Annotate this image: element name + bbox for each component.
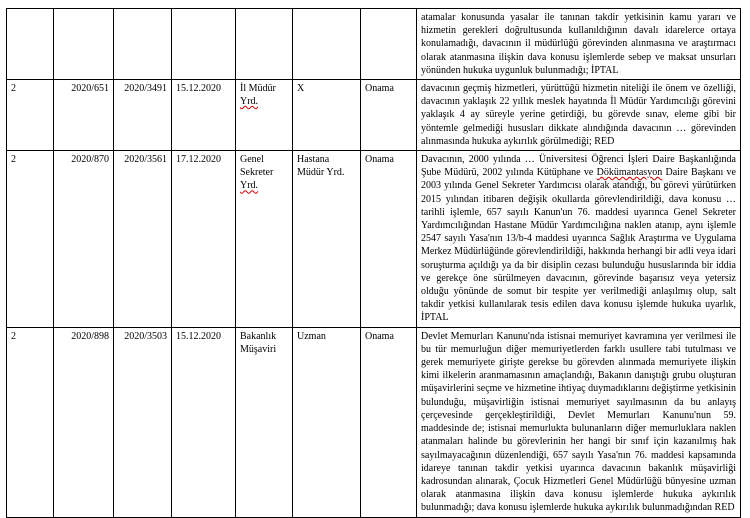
cell-karar: 2020/3503 xyxy=(114,327,172,517)
cell-tarih: 15.12.2020 xyxy=(172,327,236,517)
unvan-text: İl Müdür xyxy=(240,83,276,95)
cell-unvan xyxy=(236,9,293,80)
cell-sonuc: Onama xyxy=(361,80,417,151)
cell-sonuc xyxy=(361,9,417,80)
cell-sonuc: Onama xyxy=(361,327,417,517)
cell-esas: 2020/870 xyxy=(54,151,114,328)
cell-karar: 2020/3491 xyxy=(114,80,172,151)
gerekce-text: Davacının, 2000 yılında … Üniversitesi Öğrenci İşleri Daire Başkanlığında Şube Müdürü, 2002 yılında Kütüphane ve xyxy=(421,154,736,179)
cell-unvan xyxy=(236,80,293,151)
cell-karar: 2020/3561 xyxy=(114,151,172,328)
unvan-abbrev: Yrd. xyxy=(240,96,259,108)
gerekce-text: Daire Başkanı ve 2003 yılında Genel Sekreter Yardımcısı olarak atandığı, bu görevi yürütürken 2015 yılından itibaren değişik okullarda görevlendirildiği, dava konusu … tarihli işlemle, 657 sayılı Kanun'un 76. maddesi uyarınca Genel Sekreter Yardımcılığından Hastane Müdür Yardımcılığına naklen atanıp, aynı işlemle 2547 sayılı Yasa'nın 13/b-4 maddesi uyarınca Sağlık Araştırma ve Uygulama Merkez Müdürlüğünde görevlendirildiği, hakkında herhangi bir adli veya idari soruşturma açıldığı ya da bir disiplin cezası bulunduğu hususlarında bir iddia ve gerekçe öne sürülmeyen davacının, görevinde başarısız veya yetersiz olduğu yönünde de somut bir tespite yer verilmediği anlaşılmış olup, salt takdir yetkisi kullanılarak tesis edilen dava konusu işlemde hukuka uyarlık, İPTAL xyxy=(421,167,736,324)
cell-esas: 2020/898 xyxy=(54,327,114,517)
cell-gerekce: Devlet Memurları Kanunu'nda istisnai memuriyet kavramına yer verilmesi ile bu tür memurluğun diğer memuriyetlerden farklı usullere tabi tutulması ve gerek memuriyete girişte gerekse bu görevden alınmada memuriyete ilişkin kimi ilkelerin aranmamasının amaçlandığı, Bakanın danıştığı grubu oluşturan müşavirlerini seçme ve hizmetine ihtiyaç duymadıklarını değiştirme yetkisinin bulunduğu, müşavirliğin istisnai memuriyet sayılmasının da bu anlayış çerçevesinde gerçekleştirildiği, Devlet Memurları Kanunu'nun 59. maddesinde de; istisnai memurlukta bulunanların diğer memurluklara naklen atanmaları halinde bu görevlerinin her hangi bir sınıf için kazanılmış hak sayılmayacağının düzenlendiği, 657 sayılı Yasa'nın 76. maddesi kapsamında idareye tanınan takdir yetkisi uyarınca davacının bakanlık müşavirliği kadrosundan alınarak, Çocuk Hizmetleri Genel Müdürlüğü bünyesine uzman olarak atanmasına ilişkin dava konusu işlemlerde hukuka aykırılık bulunmadığı; dava konusu işlemlerde hukuka aykırılık bulunmadığından RED xyxy=(417,327,741,517)
table-row xyxy=(7,151,741,328)
gerekce-misspelled-word: Dökümantasyon xyxy=(596,167,663,179)
decisions-table xyxy=(6,8,741,518)
cell-atanan: Hastana Müdür Yrd. xyxy=(293,151,361,328)
unvan-text: Genel Sekreter xyxy=(240,154,274,179)
cell-gerekce: atamalar konusunda yasalar ile tanınan takdir yetkisinin kamu yararı ve hizmetin gerekleri doğrultusunda kullanıldığının davalı idarelerce ortaya konulamadığı, davacının il müdürlüğü görevinden alınmasına ve araştırmacı olarak atanmasına ilişkin dava konusu işlemlerde sebep ve maksat unsurları yönünden hukuka uygunluk bulunmadığı; İPTAL xyxy=(417,9,741,80)
cell-atanan: X xyxy=(293,80,361,151)
table-row xyxy=(7,9,741,80)
cell-gerekce: davacının geçmiş hizmetleri, yürüttüğü hizmetin niteliği ile önem ve özelliği, davacının yaklaşık 22 yıllık meslek hayatında İl Müdür Yardımcılığı görevini yaklaşık 4 ay süreyle yerine getirdiği, bu görevde sınav, eleme gibi bir yöntemle gelmediği hususları dikkate alındığında davacının … görevinden alınmasında hukuka aykırılık görülmediği; RED xyxy=(417,80,741,151)
cell-no: 2 xyxy=(7,327,54,517)
cell-esas: 2020/651 xyxy=(54,80,114,151)
cell-no: 2 xyxy=(7,80,54,151)
cell-unvan xyxy=(236,151,293,328)
unvan-abbrev: Yrd. xyxy=(240,180,259,192)
cell-tarih: 15.12.2020 xyxy=(172,80,236,151)
cell-tarih: 17.12.2020 xyxy=(172,151,236,328)
table-row xyxy=(7,327,741,517)
cell-sonuc: Onama xyxy=(361,151,417,328)
cell-atanan: Uzman xyxy=(293,327,361,517)
cell-karar xyxy=(114,9,172,80)
cell-tarih xyxy=(172,9,236,80)
cell-atanan xyxy=(293,9,361,80)
cell-esas xyxy=(54,9,114,80)
cell-gerekce xyxy=(417,151,741,328)
cell-no: 2 xyxy=(7,151,54,328)
table-row xyxy=(7,80,741,151)
cell-no xyxy=(7,9,54,80)
cell-unvan: Bakanlık Müşaviri xyxy=(236,327,293,517)
